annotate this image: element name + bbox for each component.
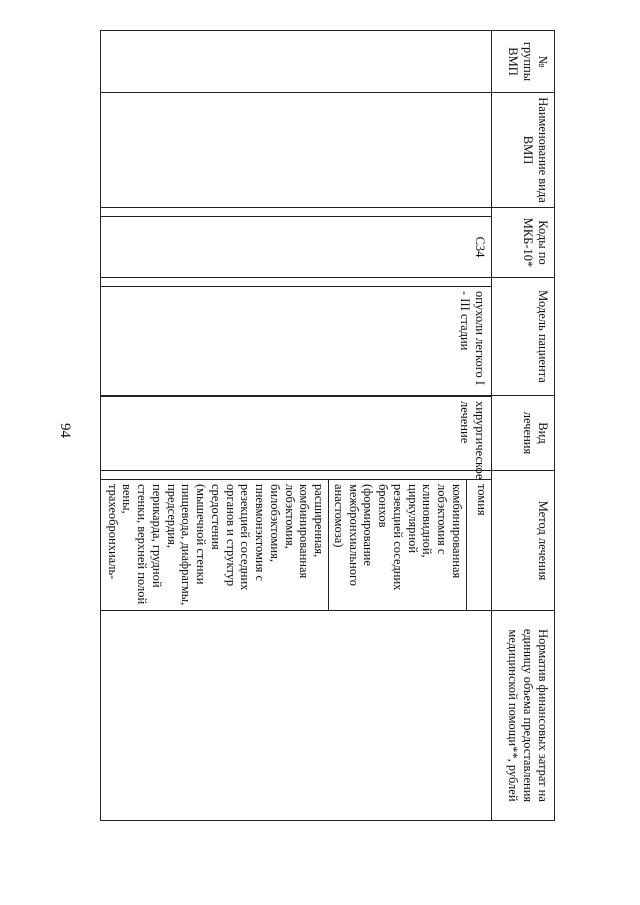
page-number: 94: [57, 423, 73, 438]
cell-cost-norm: [101, 611, 492, 821]
table-header-row: [492, 31, 555, 821]
table-row: [101, 31, 492, 821]
cell-group-number: [101, 31, 492, 93]
header-treatment-type: Вид лечения: [492, 396, 555, 471]
header-cost-norm: Норматив финансовых затрат на единицу объема предоставления медицинской помощи**, рублей: [492, 611, 555, 821]
cell-treatment-type: [101, 396, 492, 480]
patient-model-text: опухоли легкого I - III стадии: [458, 291, 487, 386]
header-treatment-method: Метод лечения: [492, 471, 555, 611]
table-container: [100, 30, 555, 820]
cell-icd-code: [101, 208, 492, 278]
icd-code-text: С34: [473, 236, 487, 258]
header-vmp-name: Наименование вида ВМП: [492, 93, 555, 208]
header-patient-model: Модель пациента: [492, 278, 555, 396]
cell-vmp-name: [101, 93, 492, 208]
method-continued-text: томия: [466, 480, 491, 610]
method-text-1: комбинированная лобэктомия с клиновидной, циркулярной резекцией соседних бронхов (формирование межбронхиального анастомоза): [328, 480, 466, 610]
method-text-2: расширенная, комбинированная лобэктомия, билобэктомия, пневмонэктомия с резекцией соседних органов и структур средостения (мышечной стенки пищевода, диафрагмы, предсердия, перикарда, грудной стенки, верхней полой вены, трахеобронхиаль-: [105, 484, 327, 606]
vmp-table: [100, 30, 555, 821]
treatment-type-text: хирургическое лечение: [458, 401, 487, 480]
header-group-number: № группы ВМП: [492, 31, 555, 93]
cell-patient-model: [101, 278, 492, 396]
header-icd-codes: Коды по МКБ-10*: [492, 208, 555, 278]
cell-treatment-method: [101, 471, 492, 611]
